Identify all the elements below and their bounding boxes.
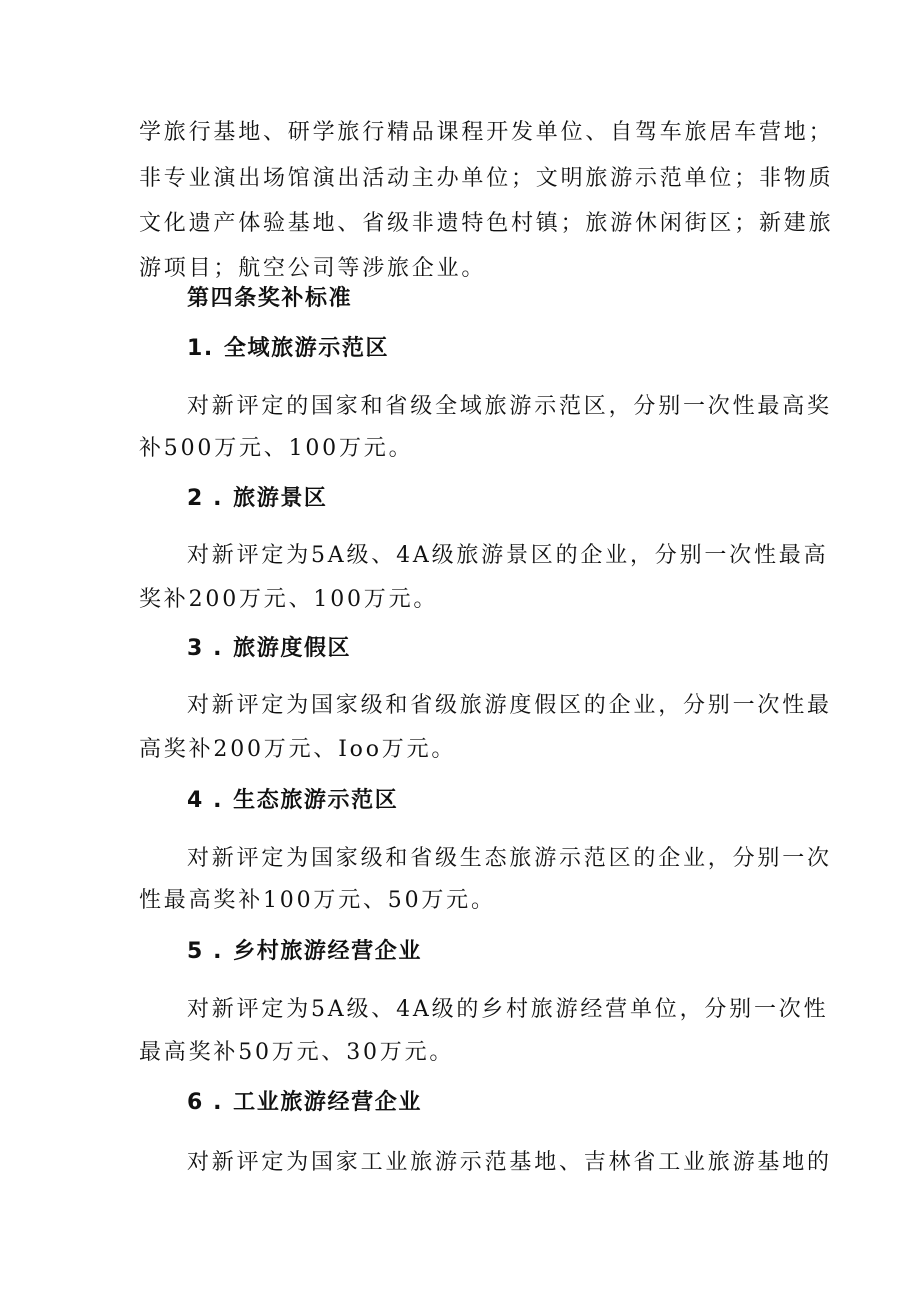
section-body-line: 对新评定为国家级和省级生态旅游示范区的企业，分别一次	[187, 846, 832, 871]
section-body-line: 对新评定为国家级和省级旅游度假区的企业，分别一次性最	[187, 693, 832, 718]
section-heading	[187, 937, 422, 967]
section-heading	[187, 1088, 422, 1118]
section-body-line: 奖补200万元、100万元。	[139, 587, 439, 612]
section-number: 1.	[187, 336, 214, 361]
section-heading	[187, 786, 398, 816]
section-body-line: 对新评定的国家和省级全域旅游示范区，分别一次性最高奖	[187, 394, 832, 419]
article-title: 第四条奖补标准	[187, 286, 353, 311]
section-title: 乡村旅游经营企业	[233, 939, 422, 964]
section-heading	[187, 334, 389, 364]
section-heading	[187, 484, 328, 514]
intro-line: 文化遗产体验基地、省级非遗特色村镇；旅游休闲街区；新建旅	[139, 211, 834, 236]
section-title: 全域旅游示范区	[223, 336, 390, 361]
section-number: 3 .	[187, 636, 224, 661]
section-title: 生态旅游示范区	[233, 788, 399, 813]
intro-line: 游项目；航空公司等涉旅企业。	[139, 256, 487, 281]
section-heading	[187, 634, 351, 664]
section-body-line: 最高奖补50万元、30万元。	[139, 1040, 455, 1065]
section-body-line: 对新评定为国家工业旅游示范基地、吉林省工业旅游基地的	[187, 1150, 832, 1175]
section-body-line: 高奖补200万元、Ioo万元。	[139, 737, 457, 762]
section-number: 6 .	[187, 1090, 224, 1115]
intro-line: 非专业演出场馆演出活动主办单位；文明旅游示范单位；非物质	[139, 166, 834, 191]
section-body-line: 对新评定为5A级、4A级的乡村旅游经营单位，分别一次性	[187, 997, 829, 1022]
section-body-line: 对新评定为5A级、4A级旅游景区的企业，分别一次性最高	[187, 543, 829, 568]
section-title: 旅游度假区	[233, 636, 352, 661]
section-body-line: 补500万元、100万元。	[139, 436, 414, 461]
section-title: 旅游景区	[233, 486, 328, 511]
intro-line: 学旅行基地、研学旅行精品课程开发单位、自驾车旅居车营地；	[139, 120, 834, 145]
section-number: 4 .	[187, 788, 224, 813]
section-title: 工业旅游经营企业	[233, 1090, 422, 1115]
section-number: 5 .	[187, 939, 224, 964]
section-number: 2 .	[187, 486, 224, 511]
section-body-line: 性最高奖补100万元、50万元。	[139, 888, 496, 913]
